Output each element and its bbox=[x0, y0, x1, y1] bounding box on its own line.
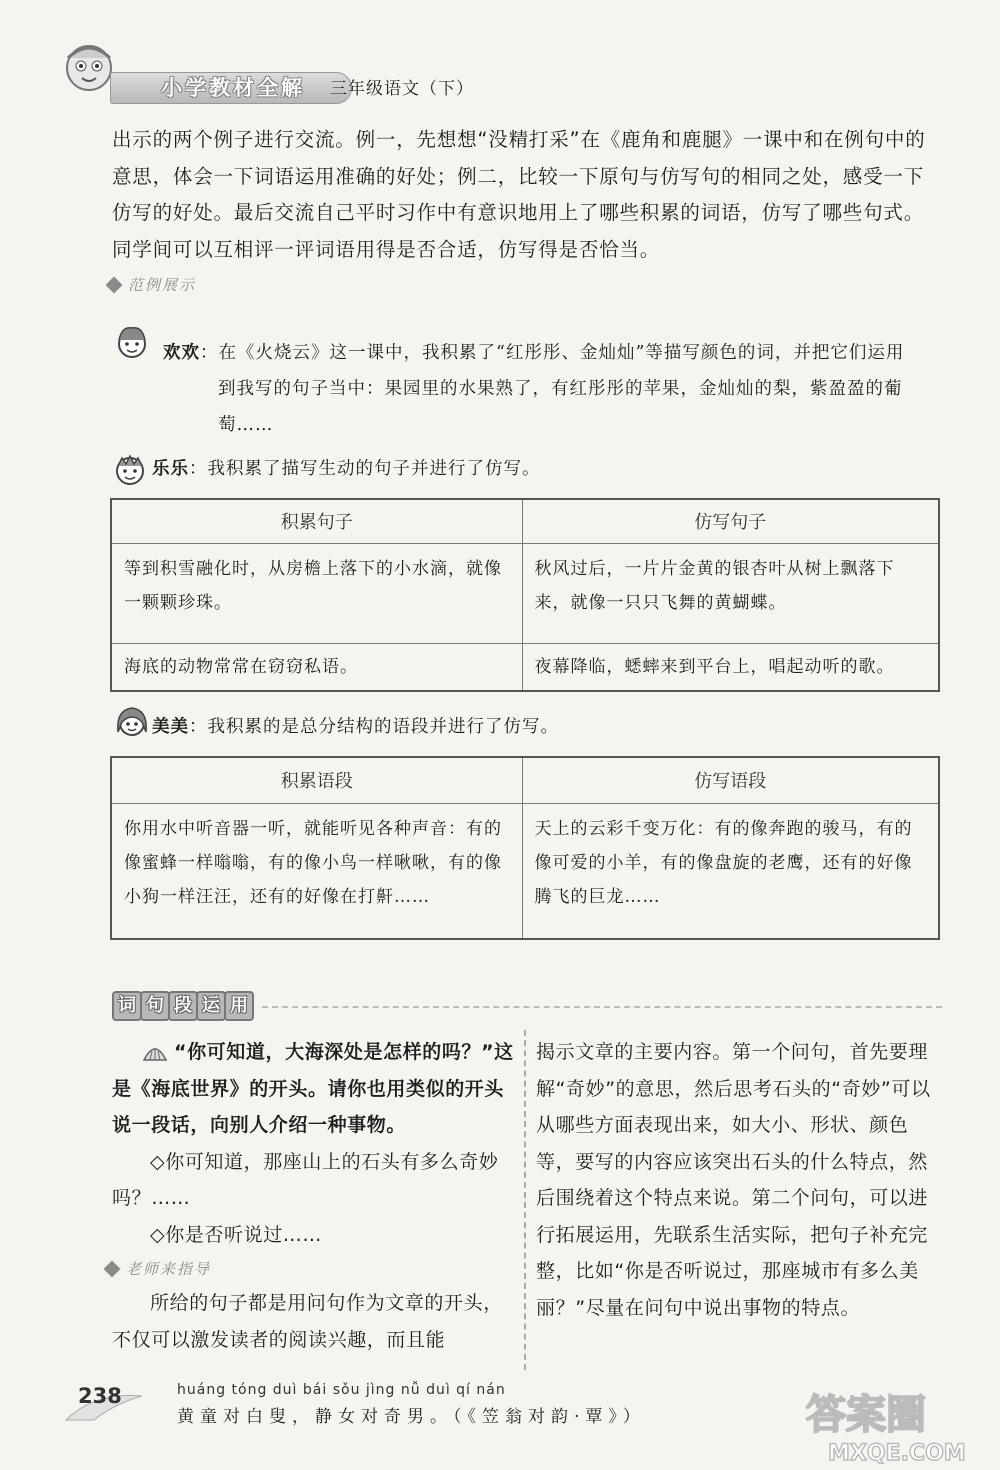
huanhuan-speech-line2: 到我写的句子当中：果园里的水果熟了，有红彤彤的苹果，金灿灿的梨，紫盈盈的葡 bbox=[218, 379, 903, 399]
section-label-examples bbox=[108, 274, 196, 295]
kid-avatar-icon bbox=[112, 322, 152, 362]
right-column: 揭示文章的主要内容。第一个问句，首先要理解“奇妙”的意思，然后思考石头的“奇妙”可以从哪些方面表现出来，如大小、形状、颜色等，要写的内容应该突出石头的什么特点，然后围绕着这个特点来说。第二个问句，可以进行拓展运用，先联系生活实际，把句子补充完整，比如“你是否听说过，那座城市有多么美丽？”尽量在问句中说出事物的特点。 bbox=[536, 1041, 931, 1319]
title-char: 用 bbox=[224, 991, 254, 1021]
title-char: 词 bbox=[112, 991, 142, 1021]
table-header: 积累语段 bbox=[111, 757, 522, 803]
table-header-row bbox=[111, 757, 939, 803]
series-banner: 小学教材全解 bbox=[110, 72, 352, 104]
watermark-text-1: 答案圈 bbox=[806, 1392, 926, 1438]
footer-pinyin: huáng tóng duì bái sǒu jìng nǚ duì qí nán bbox=[177, 1382, 506, 1398]
column-divider bbox=[524, 1030, 526, 1370]
shell-icon bbox=[142, 1042, 168, 1064]
meimei-speech bbox=[152, 710, 942, 744]
table-cell: 夜幕降临，蟋蟀来到平台上，唱起动听的歌。 bbox=[522, 643, 939, 691]
table-cell: 秋风过后，一片片金黄的银杏叶从树上飘落下来，就像一只只飞舞的黄蝴蝶。 bbox=[522, 543, 939, 643]
section-title-usage bbox=[112, 990, 262, 1022]
section-label-text: 范例展示 bbox=[128, 276, 197, 294]
table-header-row bbox=[111, 499, 939, 543]
huanhuan-speech bbox=[163, 336, 953, 370]
meimei-table bbox=[110, 756, 940, 940]
speech-line: ：在《火烧云》这一课中，我积累了“红彤彤、金灿灿”等描写颜色的词，并把它们运用 bbox=[200, 343, 905, 363]
table-cell: 等到积雪融化时，从房檐上落下的小水滴，就像一颗颗珍珠。 bbox=[111, 543, 522, 643]
kid-avatar-icon bbox=[110, 450, 150, 490]
diamond-icon bbox=[106, 276, 123, 293]
divider bbox=[262, 1006, 942, 1008]
example-sentence-1: ◇你可知道，那座山上的石头有多么奇妙吗？…… bbox=[112, 1150, 499, 1209]
question-text: “你可知道，大海深处是怎样的吗？”这是《海底世界》的开头。请你也用类似的开头说一段话，向别人介绍一种事物。 bbox=[112, 1041, 514, 1136]
section-label-text: 老师来指导 bbox=[126, 1259, 212, 1278]
left-column bbox=[112, 1034, 517, 1358]
table-header: 仿写语段 bbox=[522, 757, 939, 803]
header-subject: 三年级语文（下） bbox=[330, 79, 474, 99]
example-sentence-2: ◇你是否听说过…… bbox=[150, 1223, 323, 1246]
speech-line: ：我积累了描写生动的句子并进行了仿写。 bbox=[189, 459, 541, 479]
footer-verse: 黄童对白叟，静女对奇男。（《笠翁对韵·覃》） bbox=[177, 1407, 646, 1427]
title-char: 运 bbox=[196, 991, 226, 1021]
speaker-name: 乐乐 bbox=[152, 459, 189, 479]
table-row bbox=[111, 543, 939, 643]
diamond-icon bbox=[104, 1261, 121, 1278]
table-row bbox=[111, 803, 939, 939]
table-header: 仿写句子 bbox=[522, 499, 939, 543]
watermark-text-2: MXQE.COM bbox=[828, 1441, 966, 1466]
kid-avatar-icon bbox=[112, 702, 152, 742]
lele-speech bbox=[152, 452, 942, 486]
title-char: 句 bbox=[140, 991, 170, 1021]
table-cell: 天上的云彩千变万化：有的像奔跑的骏马，有的像可爱的小羊，有的像盘旋的老鹰，还有的好像腾飞的巨龙…… bbox=[522, 803, 939, 939]
page-number: 238 bbox=[78, 1384, 122, 1408]
intro-paragraph: 出示的两个例子进行交流。例一，先想想“没精打采”在《鹿角和鹿腿》一课中和在例句中的意思，体会一下词语运用准确的好处；例二，比较一下原句与仿写句的相同之处，感受一下仿写的好处。最后交流自己平时习作中有意识地用上了哪些积累的词语，仿写了哪些句式。同学间可以互相评一评词语用得是否合适，仿写得是否恰当。 bbox=[112, 128, 926, 261]
table-cell: 海底的动物常常在窃窃私语。 bbox=[111, 643, 522, 691]
table-row bbox=[111, 643, 939, 691]
exercise-question bbox=[112, 1034, 517, 1144]
title-char: 段 bbox=[168, 991, 198, 1021]
watermark-logo bbox=[800, 1380, 990, 1466]
table-cell: 你用水中听音器一听，就能听见各种声音：有的像蜜蜂一样嗡嗡，有的像小鸟一样啾啾，有的像小狗一样汪汪，还有的好像在打鼾…… bbox=[111, 803, 522, 939]
huanhuan-speech-line3: 萄…… bbox=[218, 415, 274, 435]
page-header bbox=[58, 40, 958, 110]
guide-text: 所给的句子都是用问句作为文章的开头，不仅可以激发读者的阅读兴趣，而且能 bbox=[112, 1292, 503, 1351]
speech-line: ：我积累的是总分结构的语段并进行了仿写。 bbox=[189, 717, 559, 737]
speaker-name: 欢欢 bbox=[163, 343, 200, 363]
lele-table bbox=[110, 498, 940, 692]
table-header: 积累句子 bbox=[111, 499, 522, 543]
section-label-guide bbox=[106, 1253, 517, 1285]
speaker-name: 美美 bbox=[152, 717, 189, 737]
